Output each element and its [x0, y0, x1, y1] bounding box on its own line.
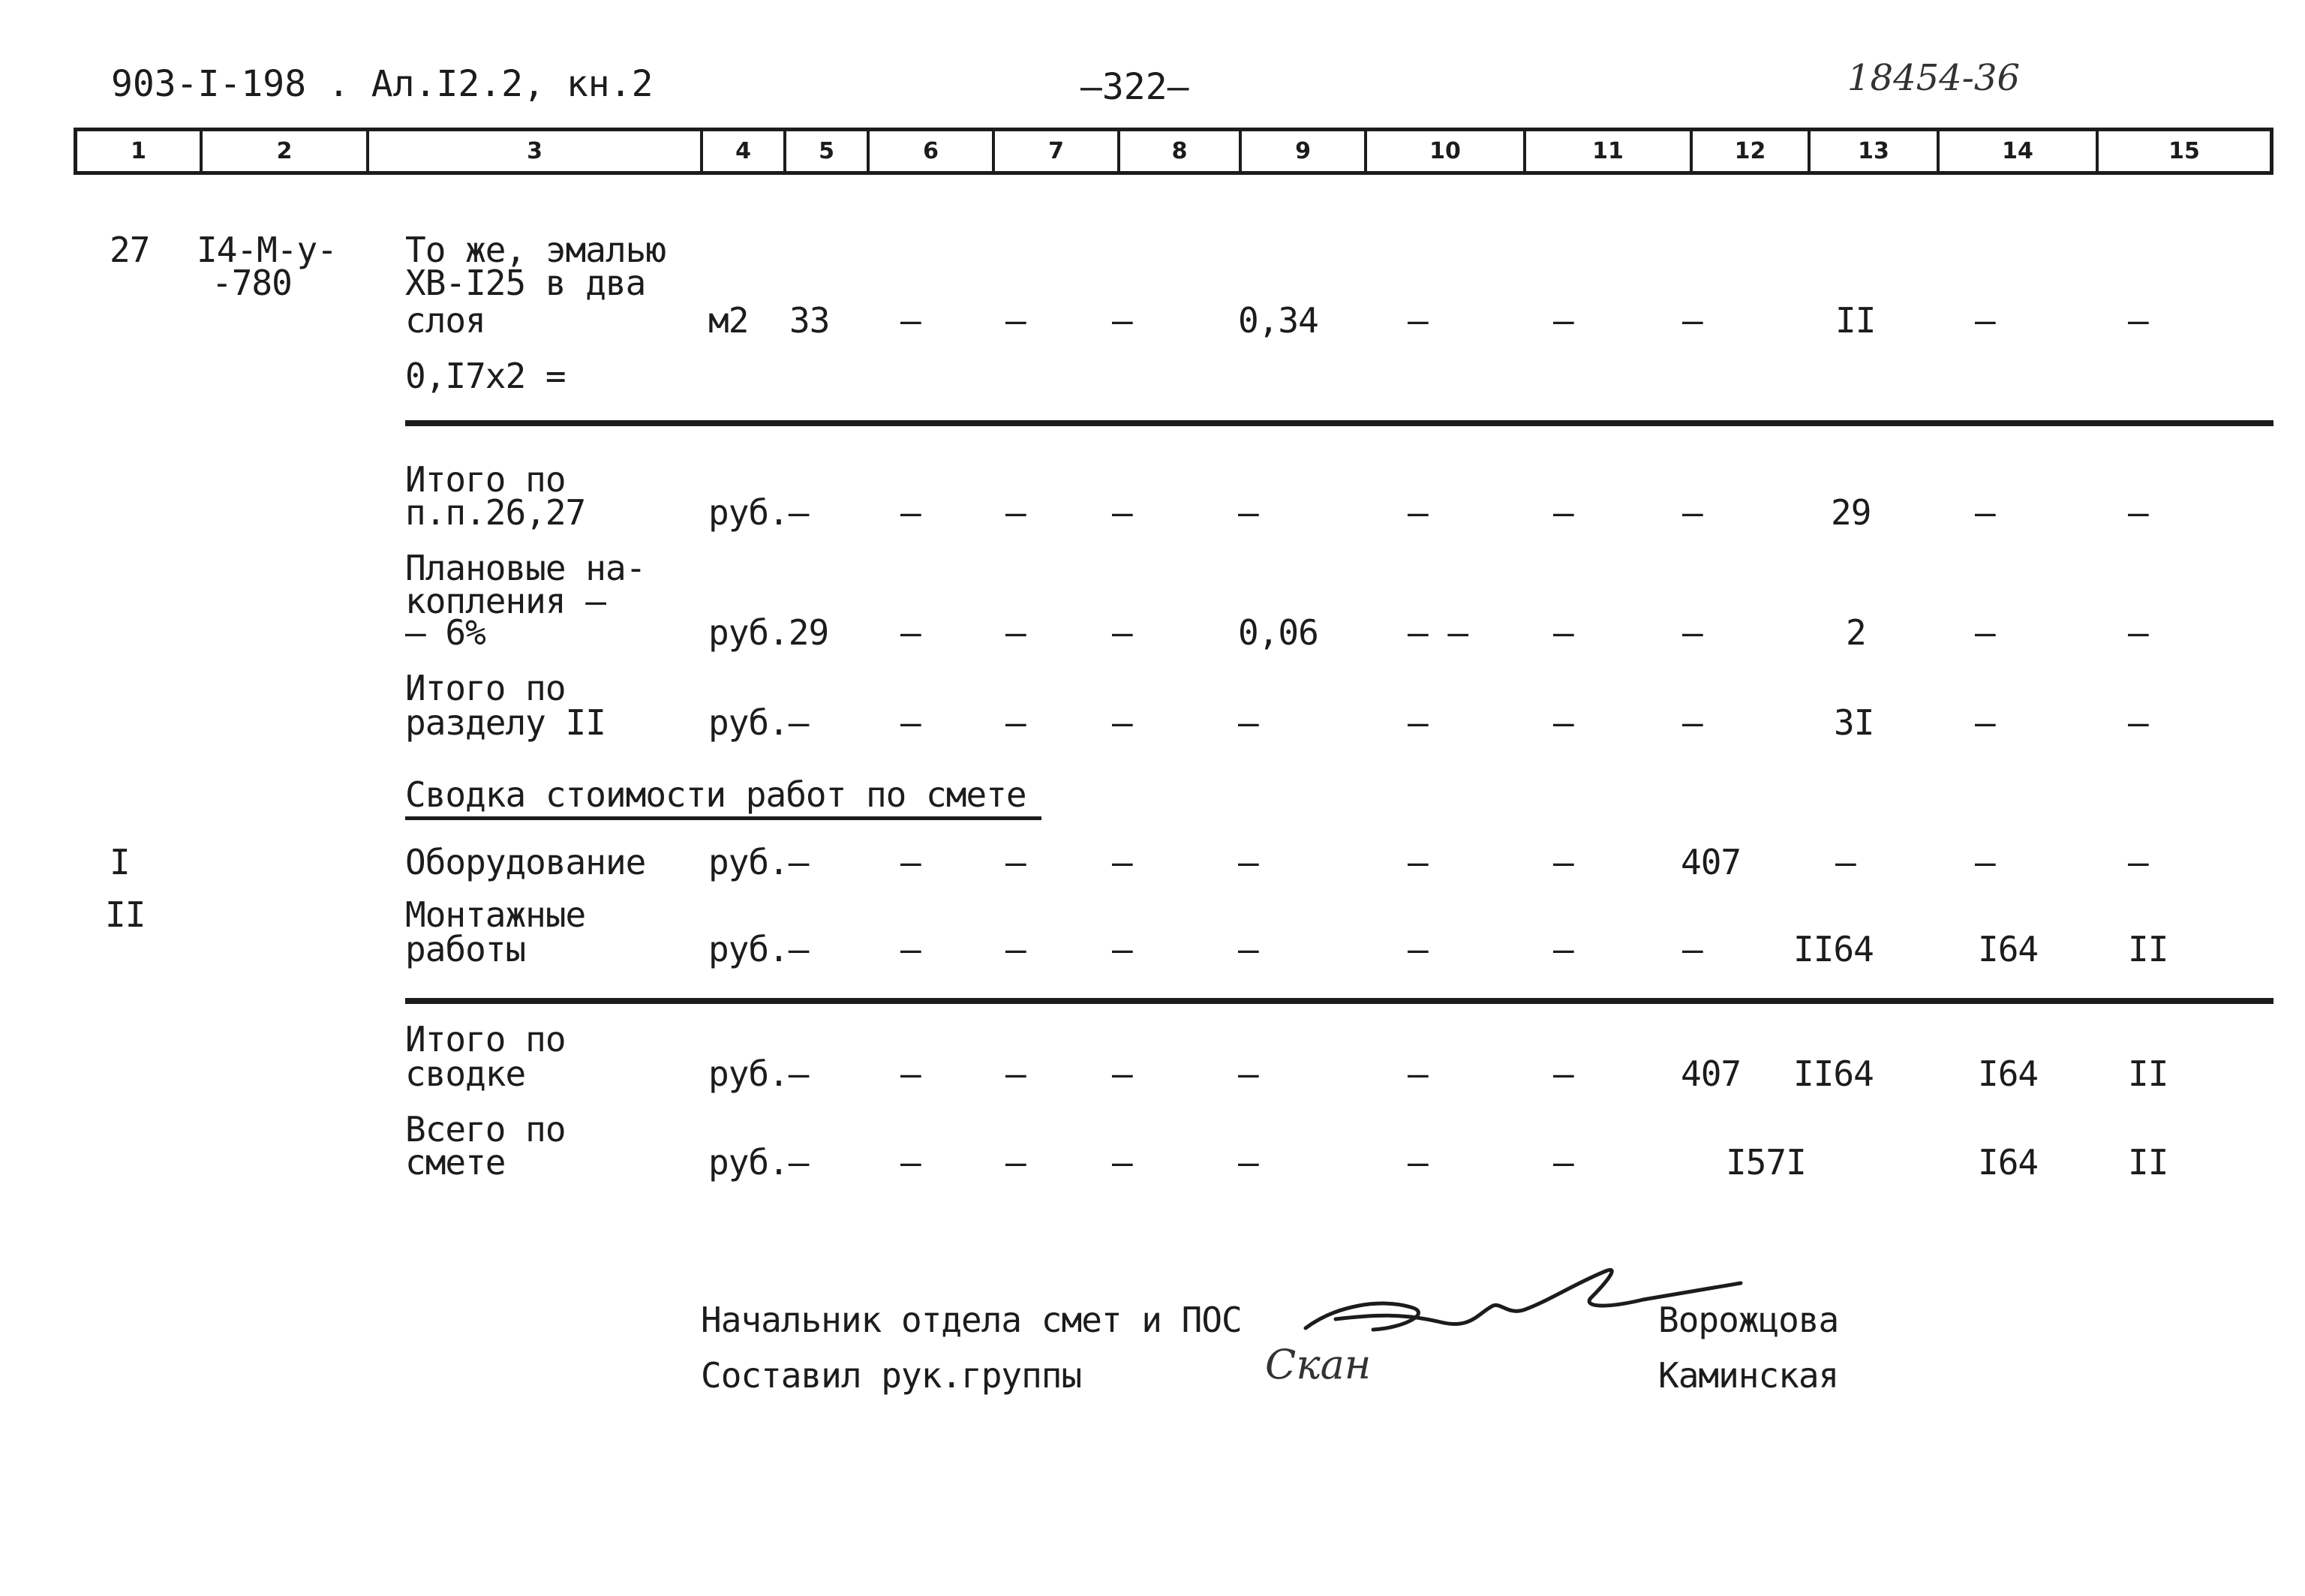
cell-col10: –: [1408, 842, 1428, 882]
cell-col8: –: [1112, 929, 1132, 969]
column-number: 1: [77, 131, 203, 171]
cell-col14: –: [1975, 612, 1995, 653]
cell-col6: –: [900, 702, 921, 743]
handwritten-signature: [1291, 1261, 1756, 1373]
cell-col9: –: [1238, 702, 1258, 743]
cell-col10: –: [1408, 1142, 1428, 1183]
row-number: I: [110, 842, 130, 882]
cell-col14: I64: [1978, 929, 2039, 969]
column-number: 9: [1242, 131, 1367, 171]
cell-col13: –: [1835, 842, 1856, 882]
cell-col15: II: [2128, 1053, 2168, 1094]
column-number: 8: [1120, 131, 1242, 171]
unit: руб.–: [708, 929, 809, 969]
column-number: 7: [995, 131, 1120, 171]
unit: руб.–: [708, 842, 809, 882]
description: п.п.26,27: [405, 492, 586, 533]
unit: руб.–: [708, 1142, 809, 1183]
column-number: 14: [1940, 131, 2099, 171]
cell-col11: –: [1553, 1142, 1573, 1183]
cell-col15: –: [2128, 300, 2148, 341]
quantity: 33: [789, 300, 830, 341]
column-number: 10: [1367, 131, 1526, 171]
price-code: -780: [212, 263, 292, 303]
description: Оборудование: [405, 842, 646, 882]
cell-col9: –: [1238, 842, 1258, 882]
cell-col14: I64: [1978, 1142, 2039, 1183]
compiler-title: Составил рук.группы: [701, 1355, 1082, 1396]
column-number: 13: [1811, 131, 1940, 171]
cell-col9: –: [1238, 492, 1258, 533]
cell-col8: –: [1112, 300, 1132, 341]
cell-col12: –: [1682, 300, 1702, 341]
cell-col7: –: [1005, 612, 1026, 653]
unit: руб.–: [708, 492, 809, 533]
cell-col10: –: [1408, 1053, 1428, 1094]
cell-col14: –: [1975, 492, 1995, 533]
cell-col8: –: [1112, 612, 1132, 653]
inventory-number: 18454-36: [1847, 57, 2020, 99]
cell-col10: –: [1408, 492, 1428, 533]
cell-col8: –: [1112, 492, 1132, 533]
cell-col6: –: [900, 842, 921, 882]
cell-col12: –: [1682, 492, 1702, 533]
cell-col9: –: [1238, 929, 1258, 969]
cell-col6: –: [900, 1053, 921, 1094]
description: – 6%: [405, 612, 485, 653]
unit: руб.–: [708, 1053, 809, 1094]
unit: руб.29: [708, 612, 829, 653]
cell-col7: –: [1005, 492, 1026, 533]
head-name: Ворожцова: [1658, 1300, 1839, 1340]
cell-col13: II: [1835, 300, 1876, 341]
column-number: 3: [369, 131, 703, 171]
cell-col15: –: [2128, 492, 2148, 533]
column-number: 4: [703, 131, 786, 171]
cell-col14: –: [1975, 842, 1995, 882]
cell-col7: –: [1005, 1142, 1026, 1183]
column-number: 15: [2168, 138, 2200, 164]
cell-col12-13: I57I: [1726, 1142, 1806, 1183]
column-number: 11: [1526, 131, 1693, 171]
cell-col6: –: [900, 492, 921, 533]
cell-col15: –: [2128, 702, 2148, 743]
unit: руб.–: [708, 702, 809, 743]
page-number: —322—: [1080, 66, 1189, 108]
description: смете: [405, 1142, 506, 1183]
document-code: 903-I-198 . Ал.I2.2, кн.2: [111, 63, 654, 105]
description: ХВ-I25 в два: [405, 263, 646, 303]
cell-col13: 3I: [1834, 702, 1874, 743]
cell-col13: II64: [1793, 1053, 1874, 1094]
cell-col11: –: [1553, 300, 1573, 341]
cell-col7: –: [1005, 929, 1026, 969]
cell-col12: –: [1682, 612, 1702, 653]
cell-col8: –: [1112, 1142, 1132, 1183]
cell-col11: –: [1553, 612, 1573, 653]
column-number: 2: [203, 131, 369, 171]
cell-col9: –: [1238, 1053, 1258, 1094]
description: 0,I7x2 =: [405, 356, 566, 396]
compiler-handwritten-signature: Скан: [1265, 1341, 1372, 1388]
cell-col7: –: [1005, 300, 1026, 341]
cell-col10: –: [1408, 702, 1428, 743]
cell-col13: II64: [1793, 929, 1874, 969]
cell-col12: 407: [1681, 1053, 1742, 1094]
divider-line: [405, 420, 2273, 426]
cell-col11: –: [1553, 1053, 1573, 1094]
description: разделу II: [405, 702, 606, 743]
description: копления –: [405, 581, 606, 621]
description: Итого по: [405, 1019, 566, 1059]
description: Итого по: [405, 668, 566, 708]
cell-col6: –: [900, 300, 921, 341]
description: сводке: [405, 1053, 526, 1094]
description: То же, эмалью: [405, 230, 666, 270]
cell-col12: 407: [1681, 842, 1742, 882]
description: Итого по: [405, 459, 566, 500]
cell-col6: –: [900, 612, 921, 653]
description: работы: [405, 929, 526, 969]
cell-col6: –: [900, 929, 921, 969]
cell-col15: II: [2128, 1142, 2168, 1183]
column-number: 5: [786, 131, 870, 171]
cell-col6: –: [900, 1142, 921, 1183]
cell-col11: –: [1553, 842, 1573, 882]
description: Монтажные: [405, 894, 586, 935]
cell-col7: –: [1005, 842, 1026, 882]
column-number: 6: [870, 131, 995, 171]
cell-col11: –: [1553, 492, 1573, 533]
cell-col14: –: [1975, 300, 1995, 341]
row-number: II: [105, 894, 146, 935]
cell-col13: 29: [1831, 492, 1871, 533]
price-code: I4-М-у-: [197, 230, 337, 270]
cell-col11: –: [1553, 702, 1573, 743]
description: Плановые на-: [405, 548, 646, 588]
head-title: Начальник отдела смет и ПОС: [701, 1300, 1242, 1340]
cell-col11: –: [1553, 929, 1573, 969]
cell-col8: –: [1112, 702, 1132, 743]
cell-col12: –: [1682, 702, 1702, 743]
compiler-name: Каминская: [1658, 1355, 1839, 1396]
cell-col9: –: [1238, 1142, 1258, 1183]
cell-col13: 2: [1846, 612, 1866, 653]
divider-line: [405, 998, 2273, 1004]
cell-col15: II: [2128, 929, 2168, 969]
cell-col10: – –: [1408, 612, 1468, 653]
cell-col7: –: [1005, 1053, 1026, 1094]
cell-col12: –: [1682, 929, 1702, 969]
column-number-row: [74, 128, 2273, 175]
cell-col9: 0,06: [1238, 612, 1318, 653]
row-number: 27: [110, 230, 150, 270]
cell-col15: –: [2128, 612, 2148, 653]
cell-col8: –: [1112, 1053, 1132, 1094]
cell-col15: –: [2128, 842, 2148, 882]
unit: м2: [708, 300, 749, 341]
summary-heading: Сводка стоимости работ по смете: [405, 777, 1041, 820]
cell-col14: I64: [1978, 1053, 2039, 1094]
cell-col10: –: [1408, 300, 1428, 341]
description: Всего по: [405, 1109, 566, 1150]
cell-col8: –: [1112, 842, 1132, 882]
column-number: 12: [1693, 131, 1811, 171]
description: слоя: [405, 300, 485, 341]
cell-col14: –: [1975, 702, 1995, 743]
cell-col9: 0,34: [1238, 300, 1318, 341]
cell-col7: –: [1005, 702, 1026, 743]
cell-col10: –: [1408, 929, 1428, 969]
